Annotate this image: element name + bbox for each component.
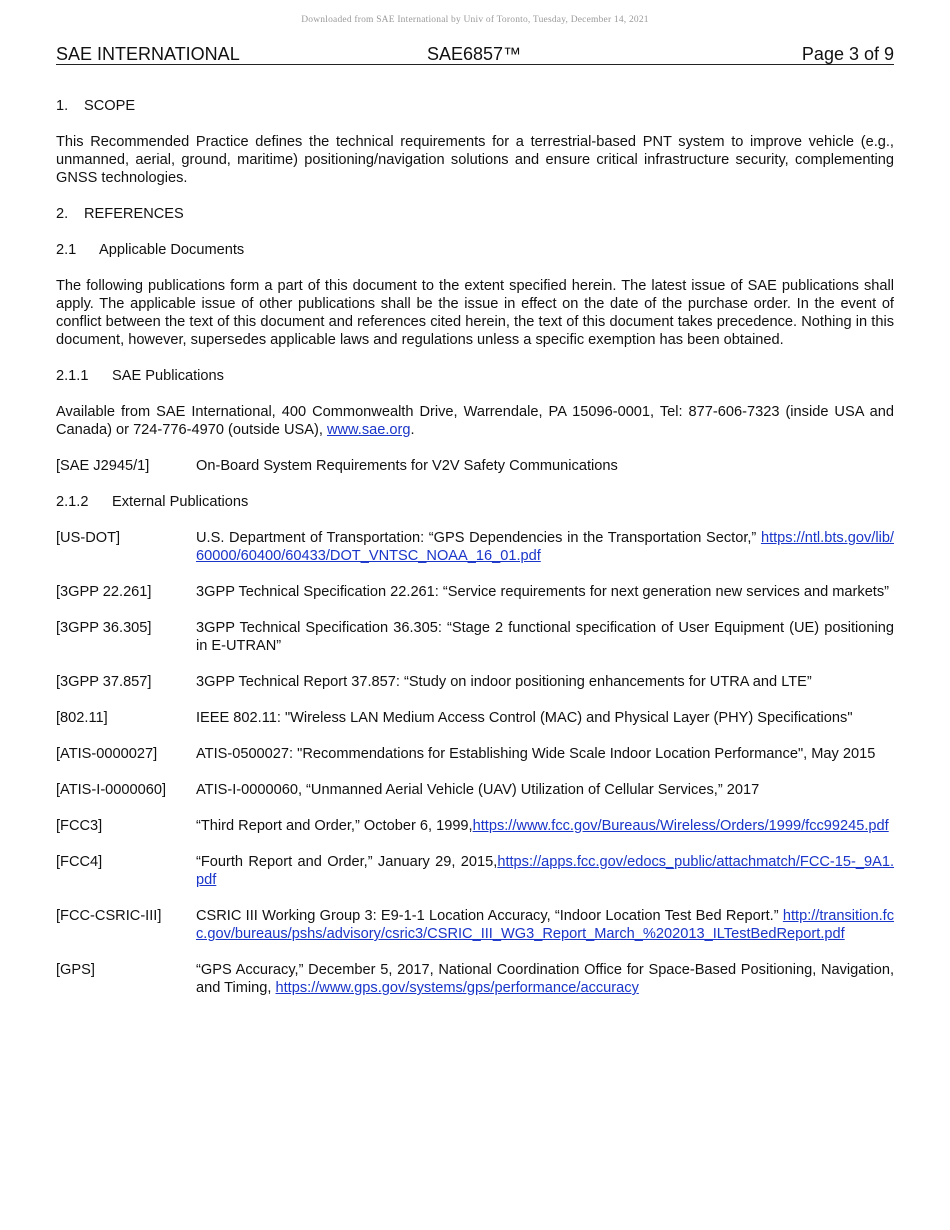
reference-link[interactable]: https://www.gps.gov/systems/gps/performance/accuracy bbox=[275, 980, 639, 996]
reference-text: CSRIC III Working Group 3: E9-1-1 Location Accuracy, “Indoor Location Test Bed Report.” bbox=[196, 908, 783, 924]
scope-paragraph: This Recommended Practice defines the technical requirements for a terrestrial-based PNT system to improve vehicle (e.g., unmanned, aerial, ground, maritime) positioning/navigation solutions and ensure critical infrastructure security, complementing GNSS technologies. bbox=[56, 134, 894, 186]
external-reference-list bbox=[56, 529, 894, 997]
reference-entry bbox=[56, 673, 894, 691]
reference-entry bbox=[56, 817, 894, 835]
availability-text-end: . bbox=[410, 422, 415, 438]
reference-text: IEEE 802.11: "Wireless LAN Medium Access Control (MAC) and Physical Layer (PHY) Specifications" bbox=[196, 710, 853, 726]
reference-text: 3GPP Technical Specification 22.261: “Service requirements for next generation new services and markets” bbox=[196, 584, 890, 600]
reference-description bbox=[196, 709, 894, 727]
reference-text: On-Board System Requirements for V2V Safety Communications bbox=[196, 458, 618, 474]
reference-text: “Third Report and Order,” October 6, 1999, bbox=[196, 818, 473, 834]
sae-website-link[interactable]: www.sae.org bbox=[326, 422, 411, 438]
reference-key: [802.11] bbox=[56, 710, 108, 726]
reference-description bbox=[196, 583, 894, 601]
section-title: Applicable Documents bbox=[99, 242, 245, 258]
sae-reference-list bbox=[56, 457, 894, 475]
reference-key: [ATIS-I-0000060] bbox=[56, 782, 167, 798]
reference-entry bbox=[56, 529, 894, 565]
reference-key: [ATIS-0000027] bbox=[56, 746, 158, 762]
reference-description bbox=[196, 907, 894, 943]
section-heading-scope bbox=[56, 97, 894, 115]
reference-entry bbox=[56, 457, 894, 475]
reference-entry bbox=[56, 961, 894, 997]
section-number: 2.1.2 bbox=[56, 494, 89, 510]
page-header bbox=[56, 44, 894, 65]
reference-key: [3GPP 36.305] bbox=[56, 620, 152, 636]
section-title: SCOPE bbox=[84, 98, 136, 114]
reference-entry bbox=[56, 853, 894, 889]
section-heading-references bbox=[56, 205, 894, 223]
applicable-documents-paragraph: The following publications form a part of this document to the extent specified herein. The latest issue of SAE publications shall apply. The applicable issue of other publications shall be the issue in effect on the date of the purchase order. In the event of conflict between the text of this document and references cited herein, the text of this document takes precedence. Nothing in this document, however, supersedes applicable laws and regulations unless a specific exemption has been obtained. bbox=[56, 278, 894, 348]
section-title: External Publications bbox=[112, 494, 249, 510]
reference-description bbox=[196, 817, 894, 835]
sae-availability-paragraph bbox=[56, 403, 894, 439]
reference-entry bbox=[56, 583, 894, 601]
reference-entry bbox=[56, 745, 894, 763]
reference-description bbox=[196, 853, 894, 889]
reference-key: [3GPP 22.261] bbox=[56, 584, 152, 600]
reference-key: [FCC-CSRIC-III] bbox=[56, 908, 162, 924]
header-document-number: SAE6857™ bbox=[427, 44, 522, 64]
reference-key: [SAE J2945/1] bbox=[56, 458, 150, 474]
reference-entry bbox=[56, 619, 894, 655]
reference-key: [3GPP 37.857] bbox=[56, 674, 152, 690]
reference-entry bbox=[56, 709, 894, 727]
reference-text: “GPS Accuracy,” December 5, 2017, National Coordination Office for Space-Based Positioning, Navigation, and Timing, bbox=[196, 962, 894, 996]
availability-text: Available from SAE International, 400 Commonwealth Drive, Warrendale, PA 15096-0001, Tel: 877-606-7323 (inside USA and Canada) or 724-776-4970 (outside USA), bbox=[56, 404, 894, 438]
download-watermark: Downloaded from SAE International by Univ of Toronto, Tuesday, December 14, 2021 bbox=[301, 15, 649, 25]
reference-link[interactable]: https://ntl.bts.gov/lib/60000/60400/60433/DOT_VNTSC_NOAA_16_01.pdf bbox=[196, 530, 894, 564]
reference-text: 3GPP Technical Report 37.857: “Study on indoor positioning enhancements for UTRA and LTE” bbox=[196, 674, 812, 690]
section-number: 2. bbox=[56, 206, 69, 222]
reference-description bbox=[196, 529, 894, 565]
section-number: 1. bbox=[56, 98, 69, 114]
reference-description bbox=[196, 457, 894, 475]
reference-text: U.S. Department of Transportation: “GPS Dependencies in the Transportation Sector,” bbox=[196, 530, 761, 546]
subsection-heading-sae-publications bbox=[56, 367, 894, 385]
reference-entry bbox=[56, 907, 894, 943]
subsection-heading-external-publications bbox=[56, 493, 894, 511]
reference-key: [FCC3] bbox=[56, 818, 103, 834]
section-number: 2.1.1 bbox=[56, 368, 89, 384]
section-title: REFERENCES bbox=[84, 206, 184, 222]
section-title: SAE Publications bbox=[112, 368, 224, 384]
reference-text: ATIS-0500027: "Recommendations for Establishing Wide Scale Indoor Location Performance", May 2015 bbox=[196, 746, 876, 762]
header-organization: SAE INTERNATIONAL bbox=[56, 44, 240, 64]
header-page-number: Page 3 of 9 bbox=[801, 44, 894, 64]
reference-description bbox=[196, 745, 894, 763]
reference-description bbox=[196, 961, 894, 997]
reference-link[interactable]: http://transition.fcc.gov/bureaus/pshs/advisory/csric3/CSRIC_III_WG3_Report_March_%202013_ILTestBedReport.pdf bbox=[196, 908, 894, 942]
section-number: 2.1 bbox=[56, 242, 77, 258]
document-body bbox=[56, 97, 894, 1015]
reference-description bbox=[196, 781, 894, 799]
reference-link[interactable]: https://www.fcc.gov/Bureaus/Wireless/Orders/1999/fcc99245.pdf bbox=[472, 818, 889, 834]
reference-key: [FCC4] bbox=[56, 854, 103, 870]
reference-key: [US-DOT] bbox=[56, 530, 121, 546]
reference-description bbox=[196, 673, 894, 691]
subsection-heading-applicable-documents bbox=[56, 241, 894, 259]
reference-text: “Fourth Report and Order,” January 29, 2015, bbox=[196, 854, 498, 870]
reference-text: ATIS-I-0000060, “Unmanned Aerial Vehicle (UAV) Utilization of Cellular Services,” 2017 bbox=[196, 782, 760, 798]
reference-text: 3GPP Technical Specification 36.305: “Stage 2 functional specification of User Equipment (UE) positioning in E-UTRAN” bbox=[196, 620, 894, 654]
reference-key: [GPS] bbox=[56, 962, 95, 978]
reference-entry bbox=[56, 781, 894, 799]
reference-description bbox=[196, 619, 894, 655]
reference-link[interactable]: https://apps.fcc.gov/edocs_public/attachmatch/FCC-15-_9A1.pdf bbox=[196, 854, 894, 888]
